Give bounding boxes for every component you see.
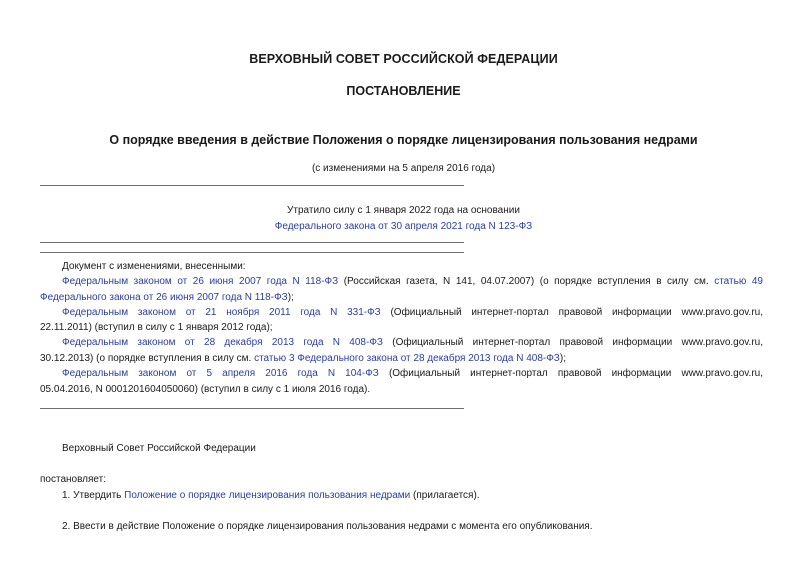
divider bbox=[40, 408, 464, 409]
amendment-law-link[interactable]: Федеральным законом от 21 ноября 2011 года N 331-ФЗ bbox=[62, 307, 381, 318]
article-link[interactable]: статью 3 Федерального закона от 28 декабря 2013 года N 408-ФЗ bbox=[254, 353, 560, 364]
amendment-law-link[interactable]: Федеральным законом от 28 декабря 2013 года N 408-ФЗ bbox=[62, 337, 383, 348]
amendment-item-cont: 22.11.2011) (вступил в силу с 1 января 2012 года); bbox=[40, 322, 273, 333]
amendment-item-cont: 05.04.2016, N 0001201604050060) (вступил в силу с 1 июля 2016 года). bbox=[40, 384, 371, 395]
law-link[interactable]: Федерального закона от 26 июня 2007 года N 118-ФЗ bbox=[40, 292, 288, 303]
amendment-law-link[interactable]: Федеральным законом от 26 июня 2007 года N 118-ФЗ bbox=[62, 276, 339, 287]
invalidation-text: Утратило силу с 1 января 2022 года на основании bbox=[287, 205, 520, 216]
amendment-item: Федеральным законом от 28 декабря 2013 года N 408-ФЗ (Официальный интернет-портал правовой информации www.pravo.gov.ru, bbox=[62, 337, 763, 348]
amendment-law-link[interactable]: Федеральным законом от 5 апреля 2016 года N 104-ФЗ bbox=[62, 368, 379, 379]
resolves-text: постановляет: bbox=[40, 474, 107, 485]
regulation-link[interactable]: Положение о порядке лицензирования пользования недрами bbox=[124, 490, 411, 501]
point-2: 2. Ввести в действие Положение о порядке лицензирования пользования недрами с момента его опубликования. bbox=[62, 521, 593, 532]
amendment-item: Федеральным законом от 21 ноября 2011 года N 331-ФЗ (Официальный интернет-портал правовой информации www.pravo.gov.ru, bbox=[62, 307, 763, 318]
divider bbox=[40, 185, 464, 186]
amendments-intro: Документ с изменениями, внесенными: bbox=[62, 261, 246, 272]
amendment-item: Федеральным законом от 5 апреля 2016 года N 104-ФЗ (Официальный интернет-портал правовой информации www.pravo.gov.ru, bbox=[62, 368, 763, 379]
point-1: 1. Утвердить Положение о порядке лицензирования пользования недрами (прилагается). bbox=[62, 490, 480, 501]
divider bbox=[40, 252, 464, 253]
document-type-heading: ПОСТАНОВЛЕНИЕ bbox=[346, 84, 461, 98]
issuer-text: Верховный Совет Российской Федерации bbox=[62, 443, 256, 454]
amendment-note: (с изменениями на 5 апреля 2016 года) bbox=[311, 163, 496, 174]
document-title: О порядке введения в действие Положения о порядке лицензирования пользования недрами bbox=[109, 133, 698, 147]
authority-heading: ВЕРХОВНЫЙ СОВЕТ РОССИЙСКОЙ ФЕДЕРАЦИИ bbox=[249, 52, 558, 66]
invalidation-law-link[interactable]: Федерального закона от 30 апреля 2021 года N 123-ФЗ bbox=[274, 221, 533, 232]
amendment-item-cont: 30.12.2013) (о порядке вступления в силу см. статью 3 Федерального закона от 28 декабря 2013 года N 408-ФЗ); bbox=[40, 353, 566, 364]
article-link[interactable]: статью 49 bbox=[714, 276, 763, 287]
amendment-item: Федеральным законом от 26 июня 2007 года N 118-ФЗ (Российская газета, N 141, 04.07.2007) (о порядке вступления в силу см. статью 49 bbox=[62, 276, 763, 287]
amendment-item-cont: Федерального закона от 26 июня 2007 года N 118-ФЗ); bbox=[40, 292, 294, 303]
divider bbox=[40, 242, 464, 243]
